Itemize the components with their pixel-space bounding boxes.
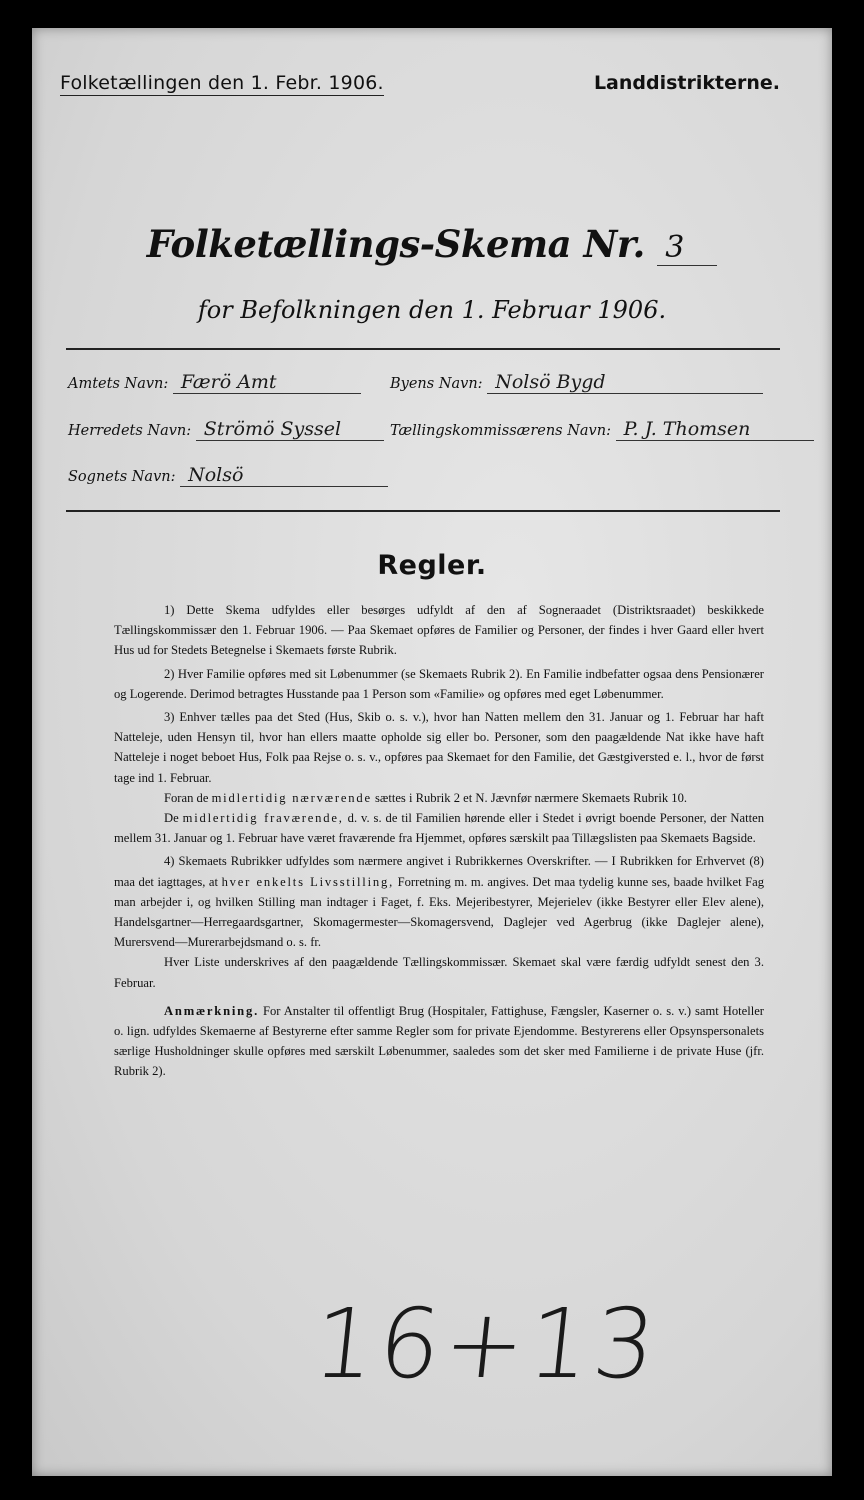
- divider-top: [66, 348, 780, 350]
- rules-body: [114, 600, 764, 1085]
- rule-3-absent: De midlertidig fraværende, d. v. s. de til Familien hørende eller i Stedet i øvrigt boende Personer, der Natten mellem 31. Januar og 1. Februar have været fraværende fra Hjemmet, opføres særskilt paa Tillægslisten paa Skemaets Bagside.: [114, 811, 764, 846]
- rule-2: 2) Hver Familie opføres med sit Løbenummer (se Skemaets Rubrik 2). En Familie indbefatter ogsaa dens Pensionærer og Logerende. Derimod betragtes Husstande paa 1 Person som «Familie» og opføres med eget Løbenummer.: [114, 666, 764, 701]
- herred-value: Strömö Syssel: [196, 418, 384, 441]
- sogn-value: Nolsö: [180, 464, 388, 487]
- rule-4-signature: Hver Liste underskrives af den paagældende Tællingskommissær. Skemaet skal være færdig udfyldt senest den 3. Februar.: [114, 955, 764, 990]
- rule-3-present: Foran de midlertidig nærværende sættes i Rubrik 2 et N. Jævnfør nærmere Skemaets Rubrik 10.: [164, 790, 688, 805]
- rule-3: 3) Enhver tælles paa det Sted (Hus, Skib o. s. v.), hvor han Natten mellem den 31. Januar og 1. Februar har haft Natteleje, uden Hensyn til, hvor han ellers maatte opholde sig eller bo. Personer, som den paagældende Nat ikke have haft Natteleje i noget beboet Hus, Folk paa Rejse o. s. v., opføres paa Skemaet for den Familie, det Gæstgiversted e. l., hvor de først tage ind 1. Februar.: [114, 710, 764, 785]
- by-label: Byens Navn:: [390, 376, 483, 392]
- amt-value: Færö Amt: [173, 371, 361, 394]
- kommissaer-field: [390, 418, 814, 441]
- form-title-text: Folketællings-Skema Nr.: [146, 222, 645, 266]
- handwritten-count: 16+13: [308, 1288, 665, 1400]
- form-number: 3: [657, 230, 717, 266]
- kommissaer-label: Tællingskommissærens Navn:: [390, 423, 611, 439]
- form-subtitle: for Befolkningen den 1. Februar 1906.: [197, 296, 667, 324]
- herred-field: [68, 418, 384, 441]
- remark: [114, 1001, 764, 1082]
- form-title: [32, 222, 832, 266]
- amt-field: [68, 371, 361, 394]
- rule-4: 4) Skemaets Rubrikker udfyldes som nærmere angivet i Rubrikkernes Overskrifter. — I Rubrikken for Erhvervet (8) maa det iagttages, at hver enkelts Livsstilling, Forretning m. m. angives. Det maa tydelig kunne ses, baade hvilket Fag man arbejder i, og hvilken Stilling man indtager i Faget, f. Eks. Mejeribestyrer, Mejerielev (ikke Bestyrer eller Elev alene), Handelsgartner—Herregaardsgartner, Skomagermester—Skomagersvend, Daglejer ved Agerbrug (ikke Daglejer alene), Murersvend—Murerarbejdsmand o. s. fr.: [114, 854, 765, 950]
- remark-text: For Anstalter til offentligt Brug (Hospitaler, Fattighuse, Fængsler, Kaserner o. s. v.) samt Hoteller o. lign. udfyldes Skemaerne af Bestyrerne efter samme Regler som for private Ejendomme. Bestyrerens eller Opsynspersonalets særlige Husholdninger skulle opføres med særskilt Løbenummer, saaledes som det sker med Familierne i de private Huse (jfr. Rubrik 2).: [114, 1003, 764, 1079]
- by-value: Nolsö Bygd: [487, 371, 763, 394]
- rules-heading: Regler.: [377, 550, 487, 581]
- herred-label: Herredets Navn:: [68, 423, 192, 439]
- rule-1: 1) Dette Skema udfyldes eller besørges udfyldt af den af Sogneraadet (Distriktsraadet) beskikkede Tællingskommissær den 1. Februar 1906. — Paa Skemaet opføres de Familier og Personer, der findes i hver Gaard eller hvert Hus ud for Stedets Betegnelse i Skemaets første Rubrik.: [114, 603, 764, 658]
- sogn-field: [68, 464, 388, 487]
- by-field: [390, 371, 763, 394]
- divider-bottom: [66, 510, 780, 512]
- sogn-label: Sognets Navn:: [68, 469, 176, 485]
- remark-label: Anmærkning.: [164, 1003, 260, 1018]
- kommissaer-value: P. J. Thomsen: [616, 418, 814, 441]
- census-form-page: [32, 28, 832, 1476]
- amt-label: Amtets Navn:: [68, 376, 169, 392]
- district-type-header: Landdistrikterne.: [593, 72, 780, 94]
- census-date-header: Folketællingen den 1. Febr. 1906.: [60, 72, 384, 94]
